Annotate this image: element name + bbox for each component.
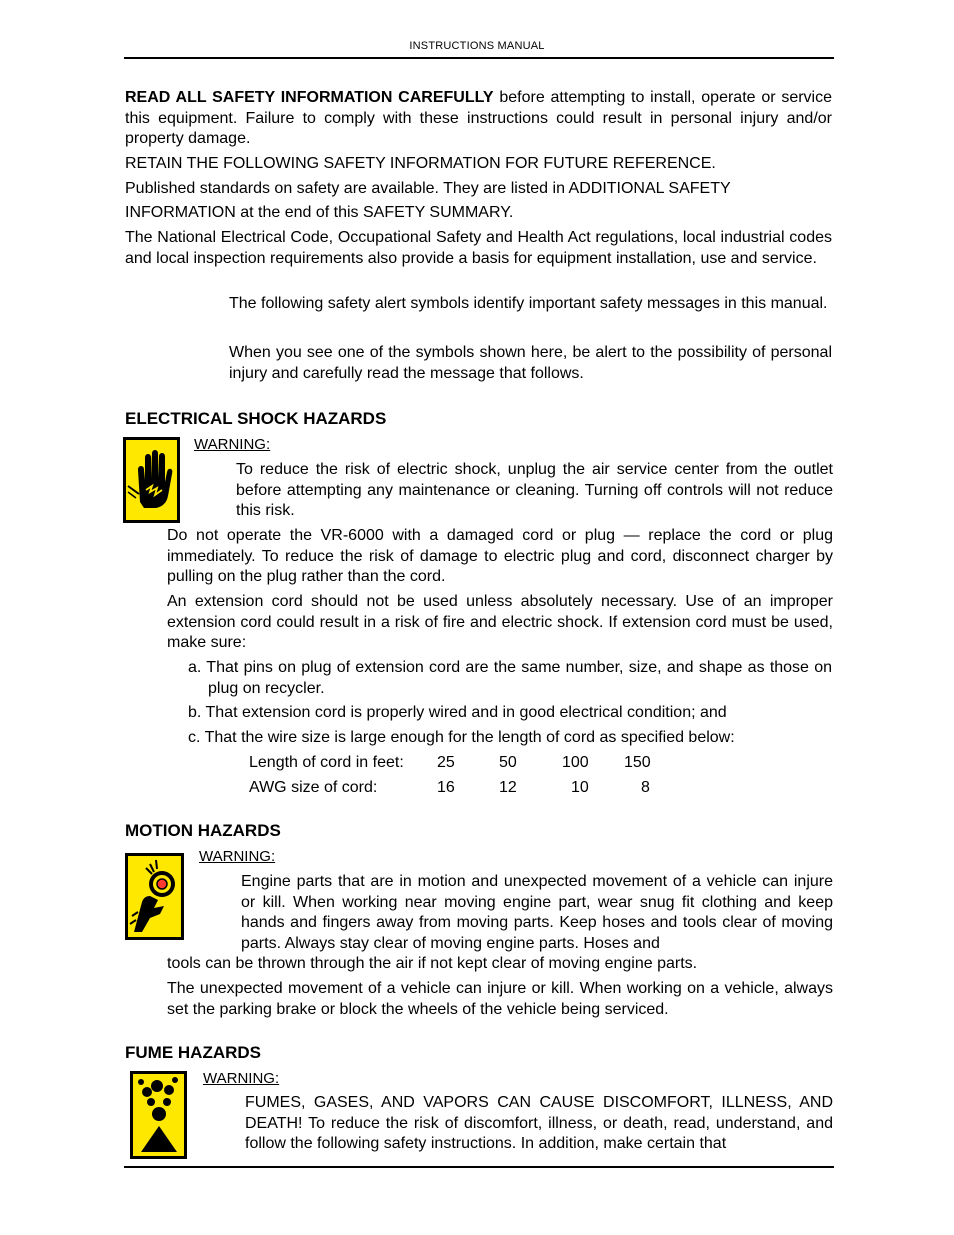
read-safety-bold: READ ALL SAFETY INFORMATION CAREFULLY bbox=[125, 89, 494, 106]
vehicle-movement-paragraph: The unexpected movement of a vehicle can injure or kill. When working on a vehicle, always set the parking brake or block the wheels of the vehicle being serviced. bbox=[167, 980, 833, 1018]
moving-parts-hand-icon bbox=[125, 853, 184, 940]
table-row2-label: AWG size of cord: bbox=[249, 779, 378, 796]
table-row1-cell: 100 bbox=[562, 754, 589, 771]
extension-cord-paragraph: An extension cord should not be used unless absolutely necessary. Use of an improper extension cord could result in a risk of fire and electric shock. If extension cord must be used, make sure: bbox=[167, 593, 833, 651]
motion-warning-text: Engine parts that are in motion and unexpected movement of a vehicle can injure or kill. When working near moving engine part, wear snug fit clothing and keep hands and fingers away from moving parts. Keep hoses and tools clear of moving parts. Always stay clear of moving engine parts. Hoses and bbox=[241, 873, 833, 952]
table-row2-cell: 12 bbox=[499, 779, 517, 796]
motion-warning-label: WARNING: bbox=[199, 848, 276, 865]
footer-rule bbox=[124, 1166, 834, 1168]
fume-heading: FUME HAZARDS bbox=[125, 1043, 261, 1062]
table-row2-cell: 16 bbox=[437, 779, 455, 796]
fume-warning-text: FUMES, GASES, AND VAPORS CAN CAUSE DISCOMFORT, ILLNESS, AND DEATH! To reduce the risk of discomfort, illness, or death, read, understand, and follow the following safety instructions. In addition, make certain that bbox=[245, 1094, 833, 1152]
retain-paragraph: RETAIN THE FOLLOWING SAFETY INFORMATION FOR FUTURE REFERENCE. bbox=[125, 155, 716, 172]
header-rule bbox=[124, 57, 834, 59]
read-safety-rest: before attempting to install, operate or service this equipment. Failure to comply with these instructions could result in personal injury and/or property damage. bbox=[125, 89, 833, 147]
nec-paragraph: The National Electrical Code, Occupational Safety and Health Act regulations, local industrial codes and local inspection requirements also provide a basis for equipment installation, use and service. bbox=[125, 229, 832, 267]
published-line-1: Published standards on safety are available. They are listed in ADDITIONAL SAFETY bbox=[125, 180, 731, 197]
table-row1-label: Length of cord in feet: bbox=[249, 754, 404, 771]
manual-header-title: INSTRUCTIONS MANUAL bbox=[409, 40, 545, 52]
extension-item-a: a. That pins on plug of extension cord are the same number, size, and shape as those on plug on recycler. bbox=[188, 659, 832, 697]
published-line-2: INFORMATION at the end of this SAFETY SUMMARY. bbox=[125, 204, 514, 221]
alert-paragraph: When you see one of the symbols shown here, be alert to the possibility of personal injury and carefully read the message that follows. bbox=[229, 344, 832, 382]
symbols-paragraph: The following safety alert symbols identify important safety messages in this manual. bbox=[229, 295, 828, 312]
extension-item-b: b. That extension cord is properly wired and in good electrical condition; and bbox=[188, 704, 727, 721]
table-row1-cell: 25 bbox=[437, 754, 455, 771]
fumes-inhalation-icon bbox=[130, 1071, 187, 1159]
fume-warning-label: WARNING: bbox=[203, 1070, 280, 1087]
electric-shock-hand-icon bbox=[123, 437, 180, 523]
read-safety-paragraph bbox=[125, 88, 832, 150]
motion-warning-text-cont: tools can be thrown through the air if not kept clear of moving engine parts. bbox=[167, 955, 698, 972]
table-row1-cell: 150 bbox=[624, 754, 651, 771]
table-row2-cell: 8 bbox=[641, 779, 650, 796]
motion-heading: MOTION HAZARDS bbox=[125, 821, 281, 840]
electrical-warning-label: WARNING: bbox=[194, 436, 271, 453]
extension-item-c: c. That the wire size is large enough for the length of cord as specified below: bbox=[188, 729, 735, 746]
table-row1-cell: 50 bbox=[499, 754, 517, 771]
electrical-warning-text: To reduce the risk of electric shock, unplug the air service center from the outlet before attempting any maintenance or cleaning. Turning off controls will not reduce this risk. bbox=[236, 461, 833, 519]
electrical-heading: ELECTRICAL SHOCK HAZARDS bbox=[125, 409, 387, 428]
damaged-cord-paragraph: Do not operate the VR-6000 with a damaged cord or plug — replace the cord or plug immediately. To reduce the risk of damage to electric plug and cord, disconnect charger by pulling on the plug rather than the cord. bbox=[167, 527, 833, 585]
table-row2-cell: 10 bbox=[571, 779, 589, 796]
